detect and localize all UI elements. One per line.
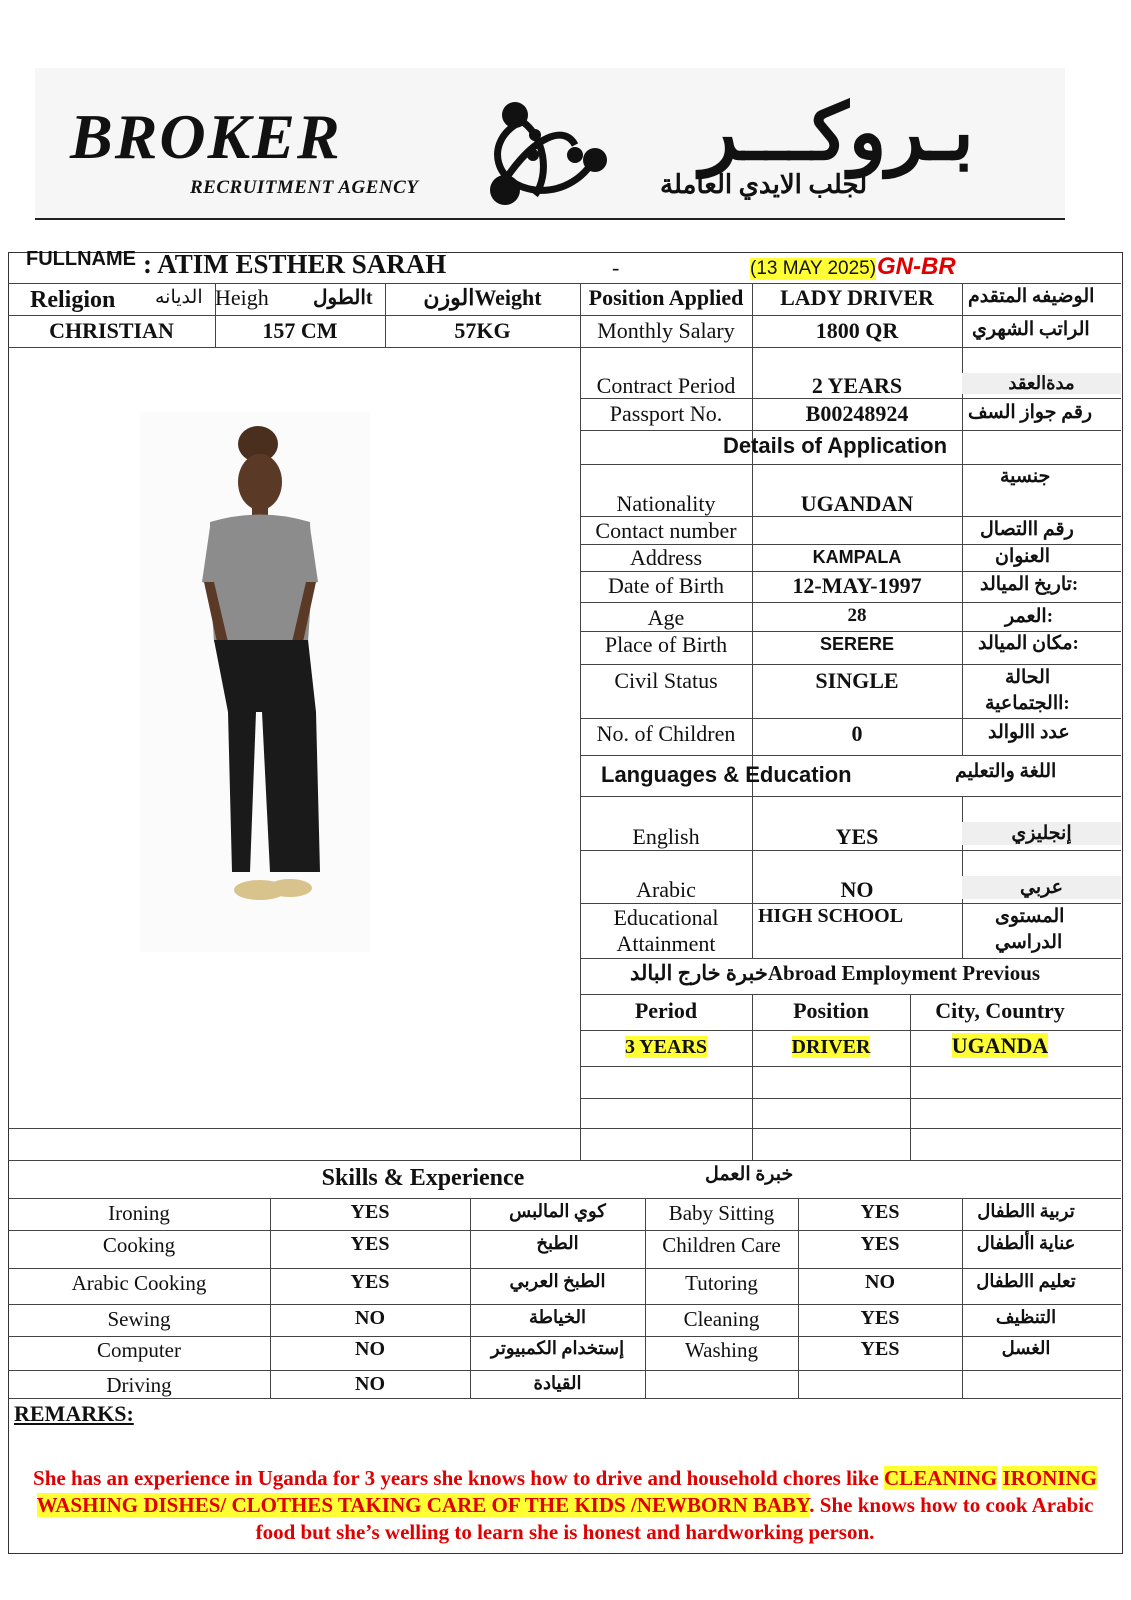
religion-label: Religion [30,287,116,313]
skill-value-left: NO [355,1373,385,1395]
skill-arabic-right: عناية األطفال [976,1233,1076,1253]
language-arabic-arabic: عربي [962,876,1121,899]
education-label: Educational [613,905,719,930]
abroad-city-value: UGANDA [951,1033,1049,1058]
detail-label-age: Age [647,605,685,630]
skill-label-right: Baby Sitting [668,1201,775,1225]
religion-label-arabic: الديانه [155,287,203,308]
detail-value-birthplace: SERERE [819,634,895,654]
remarks-text-2: . She knows how to cook Arabic food but she’s welling to learn she is honest and hardworking person. [255,1493,1094,1544]
detail-arabic-age: العمر: [1005,606,1054,627]
reference-code: GN-BR [877,253,956,280]
detail-value-dob: 12-MAY-1997 [792,573,922,598]
brand-tagline-arabic: لجلب الايدي العاملة [660,170,868,199]
education-label-arabic-2: الدراسي [995,932,1063,953]
detail-arabic-children: عدد االوالد [988,722,1070,743]
remarks-label: REMARKS: [14,1401,134,1426]
education-label-2: Attainment [616,931,716,956]
salary-value: 1800 QR [815,318,899,343]
contract-value: 2 YEARS [811,373,903,398]
detail-arabic-dob: تاريخ الميالد: [980,574,1079,595]
language-label-english: English [632,824,700,849]
skill-arabic-left: كوي المالبس [509,1201,606,1221]
skill-label-left: Cooking [102,1233,176,1257]
passport-value: B00248924 [805,401,909,426]
skills-title-arabic: خبرة العمل [705,1164,794,1185]
skill-value-left: NO [355,1338,385,1360]
skill-value-left: YES [350,1201,390,1223]
brand-tagline: RECRUITMENT AGENCY [190,177,419,198]
separator-dash: - [612,255,620,280]
skill-value-right: YES [860,1233,900,1255]
detail-arabic-civil-status: الحالة [1005,667,1051,688]
detail-arabic-civil-status-2: االجتماعية: [985,693,1070,714]
detail-label-children: No. of Children [596,721,736,746]
application-date: (13 MAY 2025) [750,258,877,279]
detail-value-children: 0 [851,721,863,746]
detail-arabic-nationality: جنسية [1000,466,1051,487]
detail-value-nationality: UGANDAN [800,491,914,516]
brand-name-arabic: بـروكـــر [700,89,974,176]
detail-label-contact: Contact number [595,518,737,543]
passport-label: Passport No. [609,401,723,426]
skill-label-left: Computer [97,1338,181,1362]
religion-value: CHRISTIAN [49,318,174,343]
skill-arabic-right: الغسل [1001,1338,1051,1358]
abroad-period-value: 3 YEARS [624,1036,708,1058]
skill-value-left: YES [350,1233,390,1255]
skill-arabic-right: تعليم االطفال [976,1271,1076,1291]
skills-title: Skills & Experience [321,1165,525,1191]
details-title: Details of Application [722,433,948,458]
skill-value-right: YES [860,1201,900,1223]
position-label-arabic: الوضيفه المتقدم [968,286,1095,307]
skill-value-right: YES [860,1338,900,1360]
detail-label-birthplace: Place of Birth [604,632,728,657]
height-label-arabic: الطولt [313,287,373,309]
passport-label-arabic: رقم جواز السف [968,402,1093,423]
skill-arabic-left: الطبخ [536,1233,579,1253]
detail-value-civil-status: SINGLE [815,668,899,693]
abroad-col-city: City, Country [935,998,1065,1023]
remarks-text-1: She has an experience in Uganda for 3 years she knows how to drive and household chores like [33,1466,885,1490]
skill-label-left: Arabic Cooking [71,1271,207,1295]
skill-label-left: Driving [106,1373,172,1397]
abroad-position-value: DRIVER [791,1036,871,1058]
education-label-arabic: المستوى [995,906,1065,927]
fullname-label: FULLNAME [26,248,136,270]
position-value: LADY DRIVER [780,285,934,310]
language-value-english: YES [835,824,879,849]
contract-label: Contract Period [596,373,736,398]
abroad-col-position: Position [793,998,869,1023]
weight-value: 57KG [454,318,511,343]
contract-label-arabic: مدةالعقد [962,373,1121,394]
detail-arabic-address: العنوان [995,546,1051,567]
fullname-value: : ATIM ESTHER SARAH [143,249,447,279]
weight-label: الوزنWeight [423,285,542,310]
abroad-title: خبرة خارج البالدAbroad Employment Previous [629,961,1041,985]
language-arabic-english: إنجليزي [962,822,1121,845]
skill-arabic-left: الطبخ العربي [509,1271,606,1291]
skill-arabic-right: التنظيف [995,1307,1057,1327]
skill-value-left: YES [350,1271,390,1293]
applicant-photo [140,412,370,952]
language-label-arabic: Arabic [636,877,696,902]
remarks-highlight-chores: WASHING DISHES/ CLOTHES TAKING CARE OF THE KIDS /NEWBORN BABY [36,1493,810,1517]
height-value: 157 CM [262,318,338,343]
brand-name: BROKER [70,101,342,172]
skill-arabic-right: تربية االطفال [977,1201,1075,1221]
skill-value-right: YES [860,1307,900,1329]
salary-label: Monthly Salary [597,318,735,343]
skill-label-right: Children Care [662,1233,781,1257]
skill-label-right: Cleaning [683,1307,760,1331]
education-value: HIGH SCHOOL [758,905,904,927]
skill-label-left: Sewing [107,1307,171,1331]
detail-label-nationality: Nationality [616,491,716,516]
detail-label-civil-status: Civil Status [614,668,718,693]
detail-label-dob: Date of Birth [607,573,725,598]
detail-value-address: KAMPALA [812,547,902,567]
height-label: Heigh [215,285,269,310]
skill-label-left: Ironing [108,1201,170,1225]
salary-label-arabic: الراتب الشهري [972,319,1090,340]
detail-arabic-contact: رقم االتصال [980,519,1074,540]
language-value-arabic: NO [840,877,874,902]
skill-arabic-left: القيادة [533,1373,582,1393]
languages-title-arabic: اللغة والتعليم [955,761,1057,782]
detail-label-address: Address [629,545,703,570]
remarks-highlight-ironing: IRONING [1002,1466,1097,1490]
abroad-col-period: Period [634,998,698,1023]
remarks-highlight-cleaning: CLEANING [884,1466,998,1490]
agency-logo-icon [475,95,625,215]
detail-value-age: 28 [847,605,867,626]
detail-arabic-birthplace: مكان الميالد: [978,633,1079,654]
position-label: Position Applied [588,285,744,310]
skill-label-right: Washing [685,1338,758,1362]
languages-title: Languages & Education [601,762,852,787]
skill-value-right: NO [865,1271,895,1293]
remarks-text [20,1465,1110,1546]
skill-label-right: Tutoring [685,1271,758,1295]
skill-value-left: NO [355,1307,385,1329]
skill-arabic-left: إستخدام الكمبيوتر [490,1338,625,1358]
skill-arabic-left: الخياطة [529,1307,586,1327]
